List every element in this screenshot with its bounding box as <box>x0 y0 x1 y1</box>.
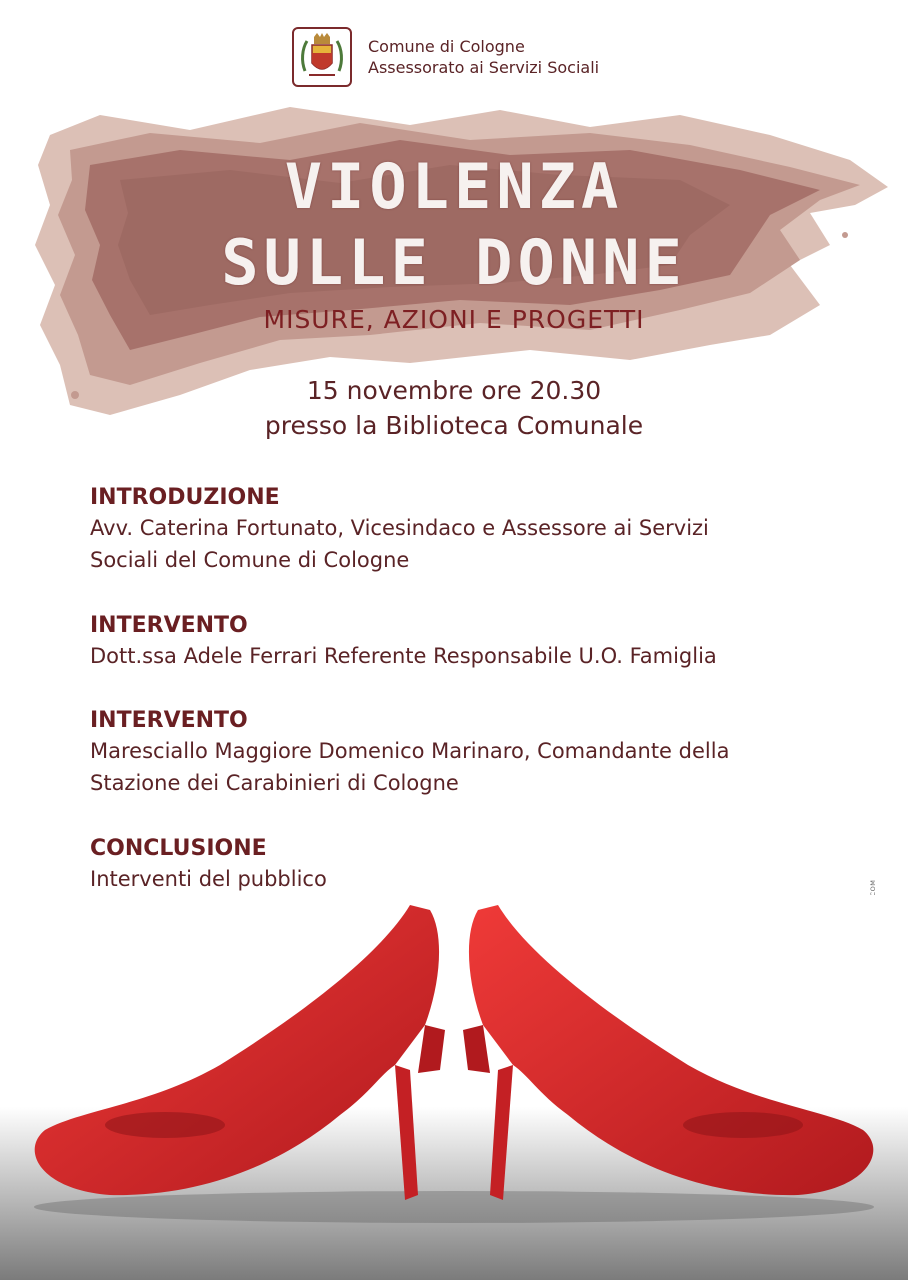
section-text: Maresciallo Maggiore Domenico Marinaro, Comandante della <box>90 739 730 763</box>
organization-name <box>368 36 599 78</box>
event-info <box>0 373 908 443</box>
org-line-2: Assessorato ai Servizi Sociali <box>368 58 600 77</box>
program-section <box>90 612 850 672</box>
program-section <box>90 707 850 799</box>
section-text: Avv. Caterina Fortunato, Vicesindaco e Assessore ai Servizi <box>90 516 709 540</box>
event-location: presso la Biblioteca Comunale <box>264 411 644 440</box>
section-text: Sociali del Comune di Cologne <box>90 548 410 572</box>
section-heading: INTERVENTO <box>90 708 248 733</box>
red-high-heels-image <box>0 895 908 1280</box>
subtitle: MISURE, AZIONI E PROGETTI <box>263 305 645 334</box>
title-line-2: SULLE DONNE <box>221 226 687 299</box>
title-line-1: VIOLENZA <box>284 150 624 223</box>
section-text: Dott.ssa Adele Ferrari Referente Responsabile U.O. Famiglia <box>90 644 717 668</box>
section-text: Interventi del pubblico <box>90 867 327 891</box>
section-heading: INTRODUZIONE <box>90 485 280 510</box>
org-line-1: Comune di Cologne <box>368 37 525 56</box>
municipal-crest-icon <box>292 27 352 87</box>
section-heading: INTERVENTO <box>90 613 248 638</box>
program-section <box>90 835 850 895</box>
program-section <box>90 484 850 576</box>
header <box>292 26 599 88</box>
section-heading: CONCLUSIONE <box>90 836 267 861</box>
section-text: Stazione dei Carabinieri di Cologne <box>90 771 459 795</box>
event-date: 15 novembre ore 20.30 <box>306 376 602 405</box>
